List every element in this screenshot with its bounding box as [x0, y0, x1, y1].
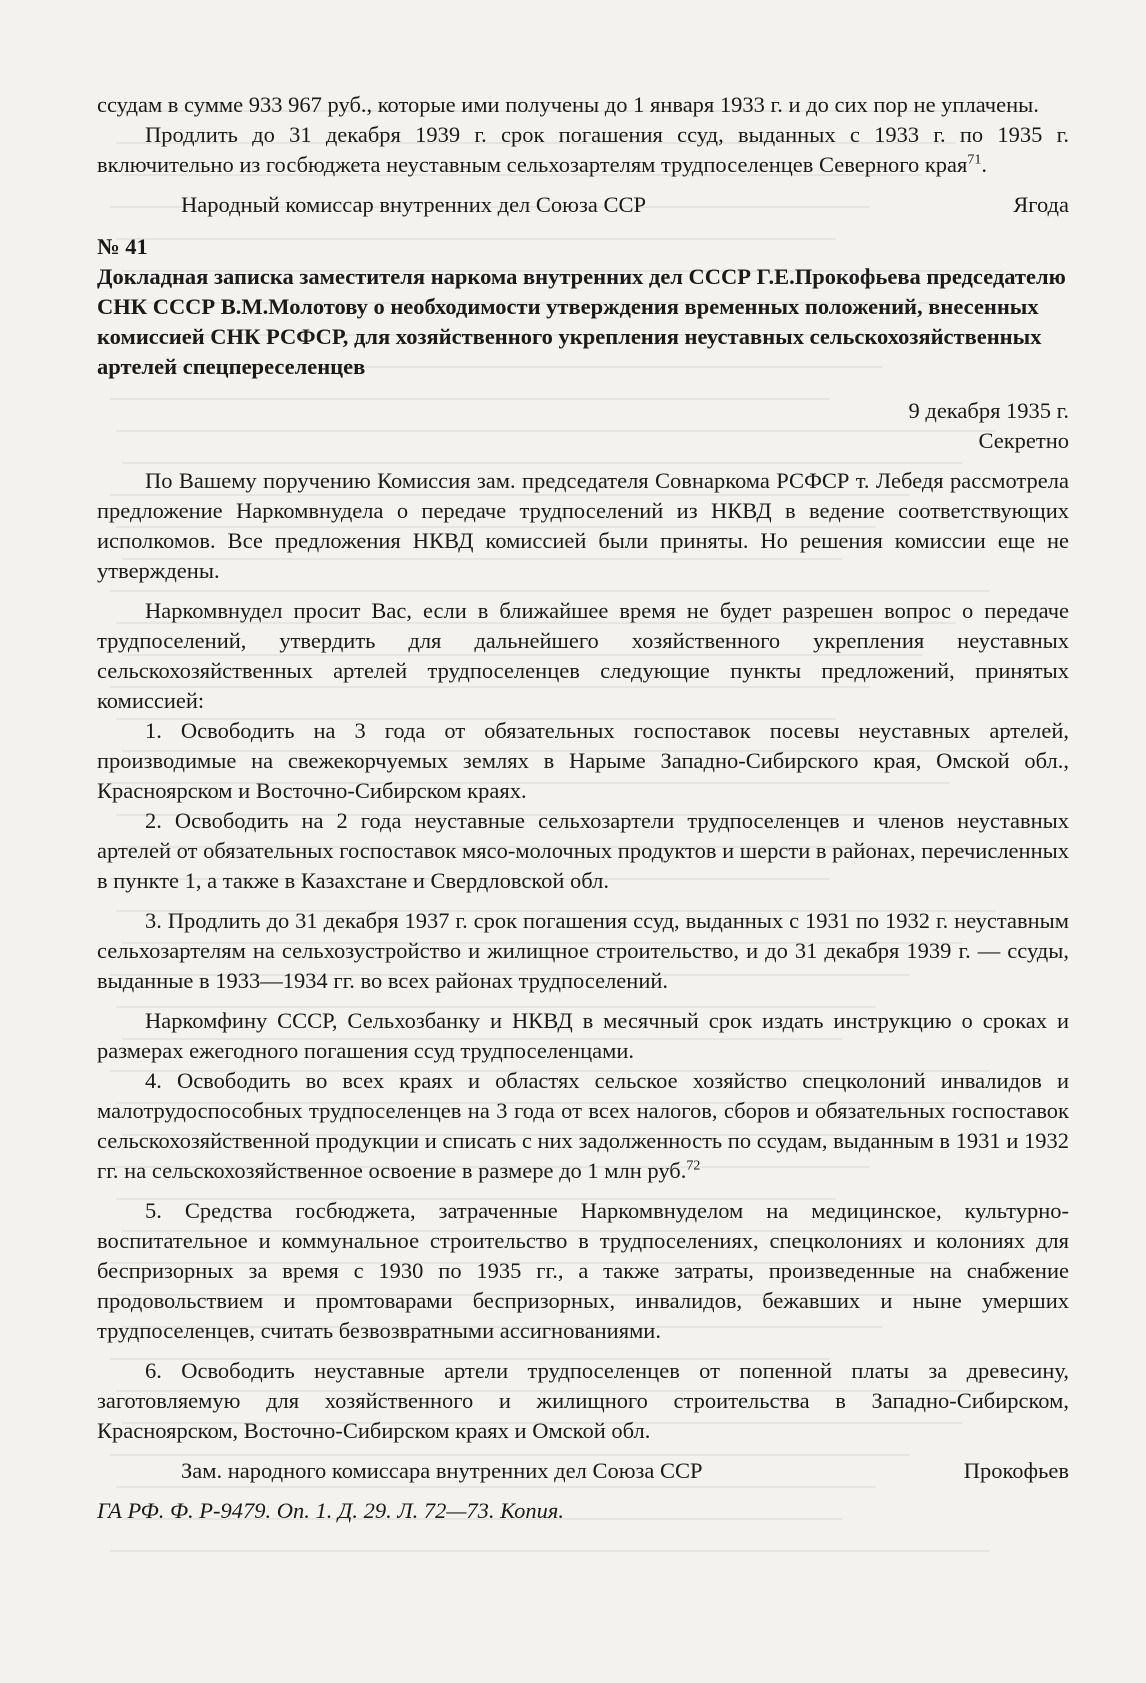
- signature-title: Народный комиссар внутренних дел Союза ССР: [181, 192, 646, 217]
- archival-source: ГА РФ. Ф. Р-9479. Оп. 1. Д. 29. Л. 72—73. Копия.: [97, 1498, 565, 1523]
- document-number: № 41: [97, 234, 148, 259]
- list-item-4-text: 4. Освободить во всех краях и областях сельское хозяйство спецколоний инвалидов и малотрудоспособных трудпоселенцев на 3 года от всех налогов, сборов и обязательных госпоставок сельскохозяйственной продукции и списать с них задолженность по ссудам, выданным в 1931 и 1932 гг. на сельскохозяйственное освоение в размере до 1 млн руб.: [97, 1068, 1069, 1183]
- document-date: 9 декабря 1935 г.: [908, 398, 1069, 423]
- list-item-4: [97, 1066, 1069, 1186]
- signature-block-1: [97, 190, 1069, 220]
- body-paragraph: Наркомвнудел просит Вас, если в ближайшее время не будет разрешен вопрос о передаче трудпоселений, утвердить для дальнейшего хозяйственного укрепления неуставных сельскохозяйственных артелей трудпоселенцев следующие пункты предложений, принятых комиссией:: [97, 598, 1069, 713]
- footnote-ref-71: 71: [967, 152, 982, 168]
- list-item-1: 1. Освободить на 3 года от обязательных госпоставок посевы неуставных артелей, производимые на свежекорчуемых землях в Нарыме Западно-Сибирского края, Омской обл., Красноярском и Восточно-Сибирском краях.: [97, 718, 1069, 803]
- prolong-end: .: [981, 152, 987, 177]
- list-item-3: 3. Продлить до 31 декабря 1937 г. срок погашения ссуд, выданных с 1931 по 1932 г. неуставным сельхозартелям на сельхозустройство и жилищное строительство, и до 31 декабря 1939 г. — ссуды, выданные в 1933—1934 гг. во всех районах трудпоселений.: [97, 908, 1069, 993]
- signature-title: Зам. народного комиссара внутренних дел Союза ССР: [181, 1458, 703, 1483]
- list-item-5: 5. Средства госбюджета, затраченные Наркомвнуделом на медицинское, культурно-воспитательное и коммунальное строительство в трудпоселениях, спецколониях и колониях для беспризорных за время с 1930 по 1935 гг., а также затраты, произведенные на снабжение продовольствием и промтоварами беспризорных, инвалидов, бежавших и ныне умерших трудпоселенцев, считать безвозвратными ассигнованиями.: [97, 1198, 1069, 1343]
- document-title: Докладная записка заместителя наркома внутренних дел СССР Г.Е.Прокофьева председателю СНК СССР В.М.Молотову о необходимости утверждения временных положений, внесенных комиссией СНК РСФСР, для хозяйственного укрепления неуставных сельскохозяйственных артелей спецпереселенцев: [97, 264, 1066, 379]
- bleed-line: [110, 1550, 990, 1552]
- body-paragraph: По Вашему поручению Комиссия зам. председателя Совнаркома РСФСР т. Лебедя рассмотрела предложение Наркомвнудела о передаче трудпоселений из НКВД в ведение соответствующих исполкомов. Все предложения НКВД комиссией были приняты. Но решения комиссии еще не утверждены.: [97, 468, 1069, 583]
- list-item-6: 6. Освободить неуставные артели трудпоселенцев от попенной платы за древесину, заготовляемую для хозяйственного и жилищного строительства в Западно-Сибирском, Красноярском, Восточно-Сибирском краях и Омской обл.: [97, 1358, 1069, 1443]
- footnote-ref-72: 72: [686, 1158, 701, 1174]
- list-item-2: 2. Освободить на 2 года неуставные сельхозартели трудпоселенцев и членов неуставных артелей от обязательных госпоставок мясо-молочных продуктов и шерсти в районах, перечисленных в пункте 1, а также в Казахстане и Свердловской обл.: [97, 808, 1069, 893]
- document-text: [97, 90, 1069, 1526]
- body-paragraph: Наркомфину СССР, Сельхозбанку и НКВД в месячный срок издать инструкцию о сроках и размерах ежегодного погашения ссуд трудпоселенцами.: [97, 1008, 1069, 1063]
- secrecy-label: Секретно: [978, 428, 1069, 453]
- prolong-paragraph: [97, 120, 1069, 180]
- signature-name: Ягода: [1013, 192, 1069, 217]
- signature-name: Прокофьев: [963, 1458, 1069, 1483]
- prolong-text: Продлить до 31 декабря 1939 г. срок погашения ссуд, выданных с 1933 г. по 1935 г. включительно из госбюджета неуставным сельхозартелям трудпоселенцев Северного края: [97, 122, 1069, 177]
- signature-block-2: [97, 1456, 1069, 1486]
- continuation-paragraph: ссудам в сумме 933 967 руб., которые ими получены до 1 января 1933 г. и до сих пор не уплачены.: [97, 92, 1039, 117]
